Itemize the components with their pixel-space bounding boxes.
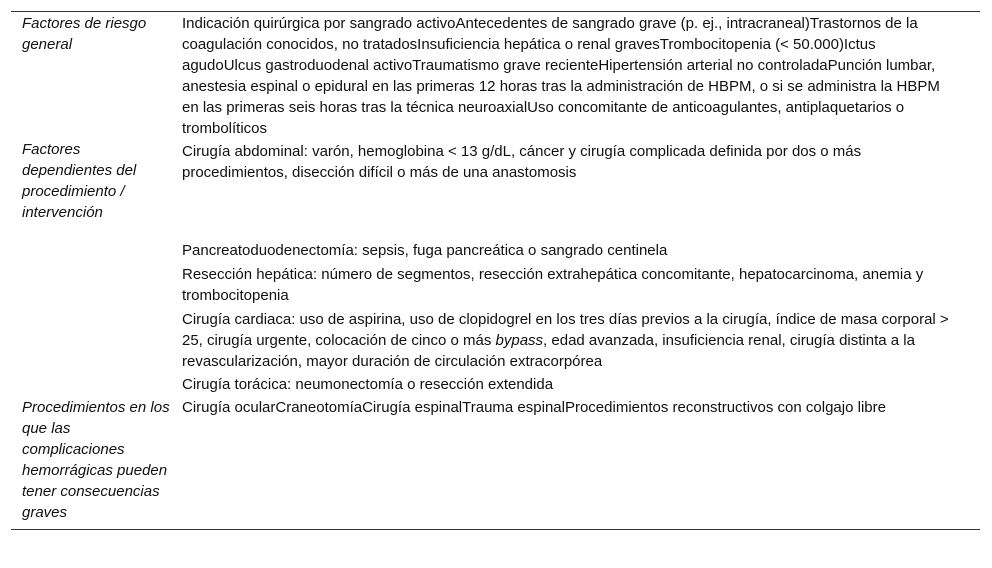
row-value: Resección hepática: número de segmentos, resección extrahepática concomitante, hepatocarcinoma, anemia y trombocitopenia <box>182 266 924 304</box>
table-row <box>11 139 980 237</box>
row-value: Cirugía torácica: neumonectomía o resección extendida <box>182 376 554 393</box>
table-row <box>11 12 980 139</box>
bypass-term: bypass <box>495 332 544 349</box>
row-value: Cirugía abdominal: varón, hemoglobina < 13 g/dL, cáncer y cirugía complicada definida por dos o más procedimientos, disección difícil o más de una anastomosis <box>182 143 862 181</box>
row-category: Factores de riesgo general <box>22 15 147 53</box>
table-row <box>11 395 980 529</box>
row-value: Cirugía ocularCraneotomíaCirugía espinalTrauma espinalProcedimientos reconstructivos con colgajo libre <box>182 399 886 416</box>
row-category: Procedimientos en los que las complicaciones hemorrágicas pueden tener consecuencias graves <box>22 399 170 521</box>
row-value: Pancreatoduodenectomía: sepsis, fuga pancreática o sangrado centinela <box>182 242 668 259</box>
cardiac-text-part1: Cirugía cardiaca: uso de aspirina, uso de clopidogrel en los tres días previos a la cirugía, índice de masa corporal > 25, cirugía urgente, colocación de cinco o más <box>182 311 949 349</box>
row-value <box>172 306 980 372</box>
row-category: Factores dependientes del procedimiento / intervención <box>22 141 137 221</box>
risk-factors-table <box>11 11 980 530</box>
row-value: Indicación quirúrgica por sangrado activoAntecedentes de sangrado grave (p. ej., intracraneal)Trastornos de la coagulación conocidos, no tratadosInsuficiencia hepática o renal gravesTrombocitopenia (< 50.000)Ictus agudoUlcus gastroduodenal activoTraumatismo grave recienteHipertensión arterial no controladaPunción lumbar, anestesia espinal o epidural en las primeras 12 horas tras la administración de HBPM, o si se administra la HBPM en las primeras seis horas tras la técnica neuroaxialUso concomitante de anticoagulantes, antiplaquetarios o trombolíticos <box>182 15 940 137</box>
cardiac-text-part2: , edad avanzada, insuficiencia renal, cirugía distinta a la revascularización, mayor duración de circulación extracorpórea <box>182 332 915 370</box>
